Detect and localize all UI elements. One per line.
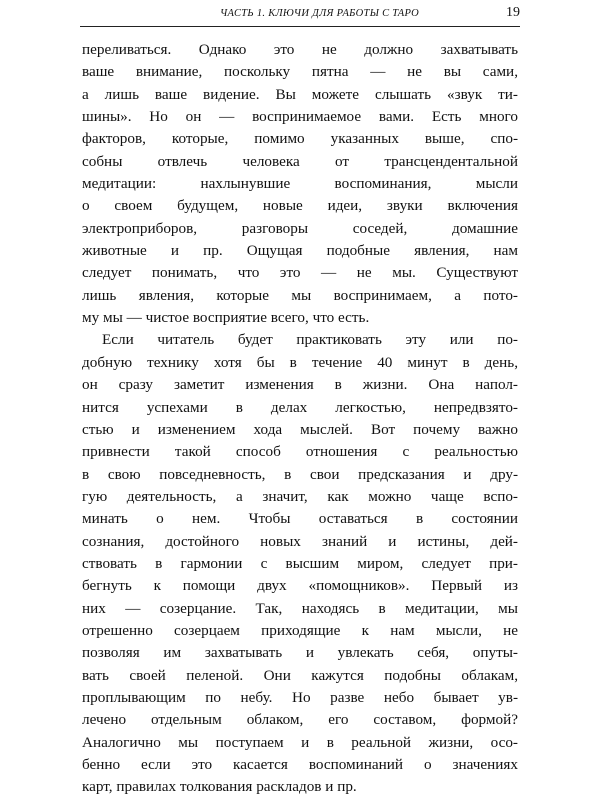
text-line: ствовать в гармонии с высшим миром, следует при- (82, 554, 518, 572)
text-line: стью и изменением хода мыслей. Вот почему важно (82, 420, 518, 438)
text-line: сознания, достойного новых знаний и истины, дей- (82, 532, 518, 550)
text-line: Если читатель будет практиковать эту или по- (102, 331, 518, 349)
text-line: о своем будущем, новые идеи, звуки включения (82, 197, 518, 215)
running-header-title: ЧАСТЬ 1. КЛЮЧИ ДЛЯ РАБОТЫ С ТАРО (220, 8, 419, 19)
text-line: добную технику хотя бы в течение 40 минут в день, (82, 353, 518, 371)
text-line: следует понимать, что это — не мы. Существуют (82, 264, 518, 282)
text-line: проплывающим по небу. Но разве небо бывает ув- (82, 688, 518, 706)
text-line: нится успехами в делах легкостью, непредвзято- (82, 398, 518, 416)
text-line: а лишь ваше видение. Вы можете слышать «звук ти- (82, 85, 518, 103)
text-line: привнести такой способ отношения с реальностью (82, 443, 518, 461)
text-line: электроприборов, разговоры соседей, домашние (82, 219, 518, 237)
text-line: шины». Но он — воспринимаемое вами. Есть много (82, 108, 518, 126)
text-line: факторов, которые, помимо указанных выше, спо- (82, 130, 518, 148)
text-line: гую деятельность, а значит, как можно чаще вспо- (82, 487, 518, 505)
text-line: он сразу заметит изменения в жизни. Она напол- (82, 376, 518, 394)
text-line: лишь явления, которые мы воспринимаем, а пото- (82, 286, 518, 304)
text-line: минать о нем. Чтобы оставаться в состоянии (82, 510, 518, 528)
text-line: медитации: нахлынувшие воспоминания, мысли (82, 175, 518, 193)
text-line: отрешенно созерцаем приходящие к нам мысли, не (82, 621, 518, 639)
text-line: карт, правилах толкования раскладов и пр. (82, 778, 357, 796)
text-line: переливаться. Однако это не должно захватывать (82, 41, 518, 58)
text-line: бенно если это касается воспоминаний о значениях (82, 756, 518, 773)
text-line: вать своей пеленой. Они кажутся подобны облакам, (82, 666, 518, 684)
text-line: Аналогично мы поступаем и в реальной жизни, осо- (82, 733, 518, 751)
text-line: бегнуть к помощи двух «помощников». Первый из (82, 577, 518, 595)
text-line: ваше внимание, поскольку пятна — не вы сами, (82, 63, 518, 81)
running-header (80, 0, 520, 27)
body-text (82, 39, 518, 799)
paragraph (82, 329, 518, 798)
page-number: 19 (506, 5, 520, 20)
paragraph (82, 39, 518, 329)
text-line: позволяя им захватывать и увлекать себя, опуты- (82, 644, 518, 662)
text-line: му мы — чистое восприятие всего, что есть. (82, 309, 370, 327)
text-line: лечено отдельным облаком, его составом, формой? (82, 711, 518, 729)
text-line: собны отвлечь человека от трансцендентальной (82, 152, 518, 170)
text-line: в свою повседневность, в свои предсказания и дру- (82, 465, 518, 483)
text-line: них — созерцание. Так, находясь в медитации, мы (82, 599, 518, 617)
text-line: животные и пр. Ощущая подобные явления, нам (82, 242, 518, 260)
